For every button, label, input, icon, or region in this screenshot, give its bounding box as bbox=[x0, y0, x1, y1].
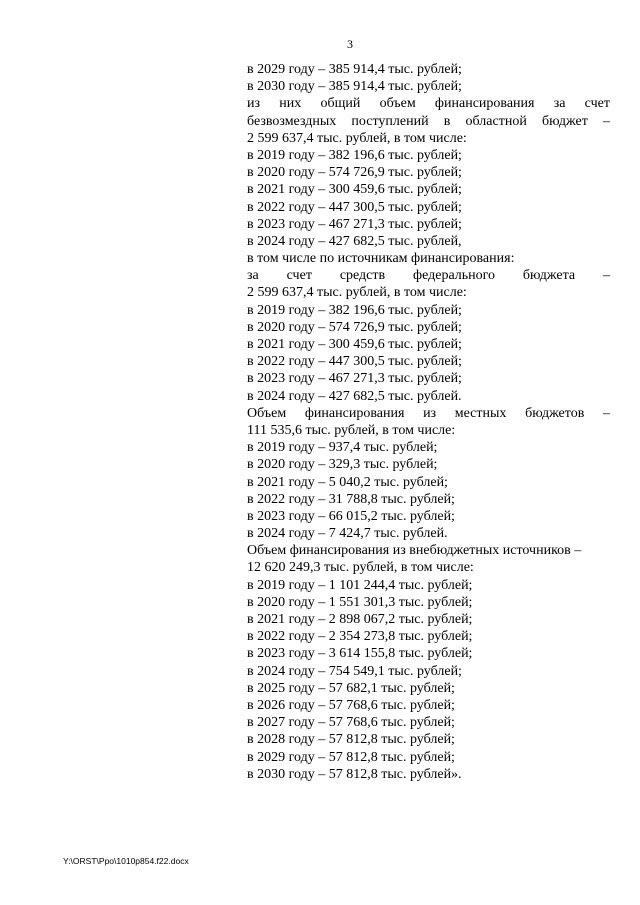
text-line: в 2024 году – 754 549,1 тыс. рублей; bbox=[247, 663, 462, 679]
text-line: в 2024 году – 7 424,7 тыс. рублей. bbox=[247, 526, 448, 542]
text-line: безвозмездных поступлений в областной бюджет – bbox=[247, 113, 610, 129]
text-line: в 2021 году – 2 898 067,2 тыс. рублей; bbox=[247, 612, 473, 627]
text-line: в 2020 году – 329,3 тыс. рублей; bbox=[247, 457, 438, 473]
text-line: 111 535,6 тыс. рублей, в том числе: bbox=[247, 422, 456, 438]
text-line: в 2022 году – 2 354 273,8 тыс. рублей; bbox=[247, 629, 473, 645]
text-line: за счет средств федерального бюджета – bbox=[247, 268, 610, 284]
text-line: 2 599 637,4 тыс. рублей, в том числе: bbox=[247, 285, 467, 301]
text-line: в 2027 году – 57 768,6 тыс. рублей; bbox=[247, 715, 455, 731]
text-line: в 2022 году – 31 788,8 тыс. рублей; bbox=[247, 491, 455, 507]
footer-file-path: Y:\ORST\Ppo\1010p854.f22.docx bbox=[63, 856, 189, 866]
text-line: в 2023 году – 66 015,2 тыс. рублей; bbox=[247, 508, 455, 524]
text-line: в 2030 году – 385 914,4 тыс. рублей; bbox=[247, 79, 462, 95]
text-line: в 2026 году – 57 768,6 тыс. рублей; bbox=[247, 697, 455, 713]
text-line: в 2020 году – 1 551 301,3 тыс. рублей; bbox=[247, 594, 473, 610]
text-line: из них общий объем финансирования за счет bbox=[247, 96, 610, 112]
text-line: в 2022 году – 447 300,5 тыс. рублей; bbox=[247, 354, 462, 370]
text-line: в 2030 году – 57 812,8 тыс. рублей». bbox=[247, 766, 462, 782]
text-line: в 2023 году – 3 614 155,8 тыс. рублей; bbox=[247, 646, 473, 662]
page-number: 3 bbox=[347, 37, 353, 51]
text-line: 2 599 637,4 тыс. рублей, в том числе: bbox=[247, 130, 467, 146]
text-line: в 2019 году – 937,4 тыс. рублей; bbox=[247, 440, 438, 456]
text-line: Объем финансирования из внебюджетных источников – bbox=[247, 543, 582, 559]
document-body bbox=[247, 61, 610, 783]
text-line: в 2020 году – 574 726,9 тыс. рублей; bbox=[247, 165, 462, 181]
text-line: в 2022 году – 447 300,5 тыс. рублей; bbox=[247, 199, 462, 215]
text-line: в 2021 году – 300 459,6 тыс. рублей; bbox=[247, 337, 462, 352]
text-line: в том числе по источникам финансирования: bbox=[247, 251, 515, 267]
text-line: в 2019 году – 382 196,6 тыс. рублей; bbox=[247, 147, 462, 163]
text-line: в 2029 году – 385 914,4 тыс. рублей; bbox=[247, 62, 462, 77]
text-line: в 2021 году – 300 459,6 тыс. рублей; bbox=[247, 182, 462, 198]
text-line: 12 620 249,3 тыс. рублей, в том числе: bbox=[247, 560, 474, 576]
text-line: в 2028 году – 57 812,8 тыс. рублей; bbox=[247, 732, 455, 748]
text-line: в 2023 году – 467 271,3 тыс. рублей; bbox=[247, 371, 462, 387]
text-line: в 2024 году – 427 682,5 тыс. рублей. bbox=[247, 388, 462, 404]
text-line: в 2029 году – 57 812,8 тыс. рублей; bbox=[247, 749, 455, 765]
text-line: в 2019 году – 382 196,6 тыс. рублей; bbox=[247, 302, 462, 318]
text-line: в 2025 году – 57 682,1 тыс. рублей; bbox=[247, 680, 455, 696]
text-line: в 2020 году – 574 726,9 тыс. рублей; bbox=[247, 319, 462, 335]
text-line: Объем финансирования из местных бюджетов – bbox=[247, 405, 610, 421]
text-line: в 2024 году – 427 682,5 тыс. рублей, bbox=[247, 233, 462, 249]
text-line: в 2023 году – 467 271,3 тыс. рублей; bbox=[247, 216, 462, 232]
text-line: в 2021 году – 5 040,2 тыс. рублей; bbox=[247, 474, 448, 490]
text-line: в 2019 году – 1 101 244,4 тыс. рублей; bbox=[247, 577, 473, 593]
